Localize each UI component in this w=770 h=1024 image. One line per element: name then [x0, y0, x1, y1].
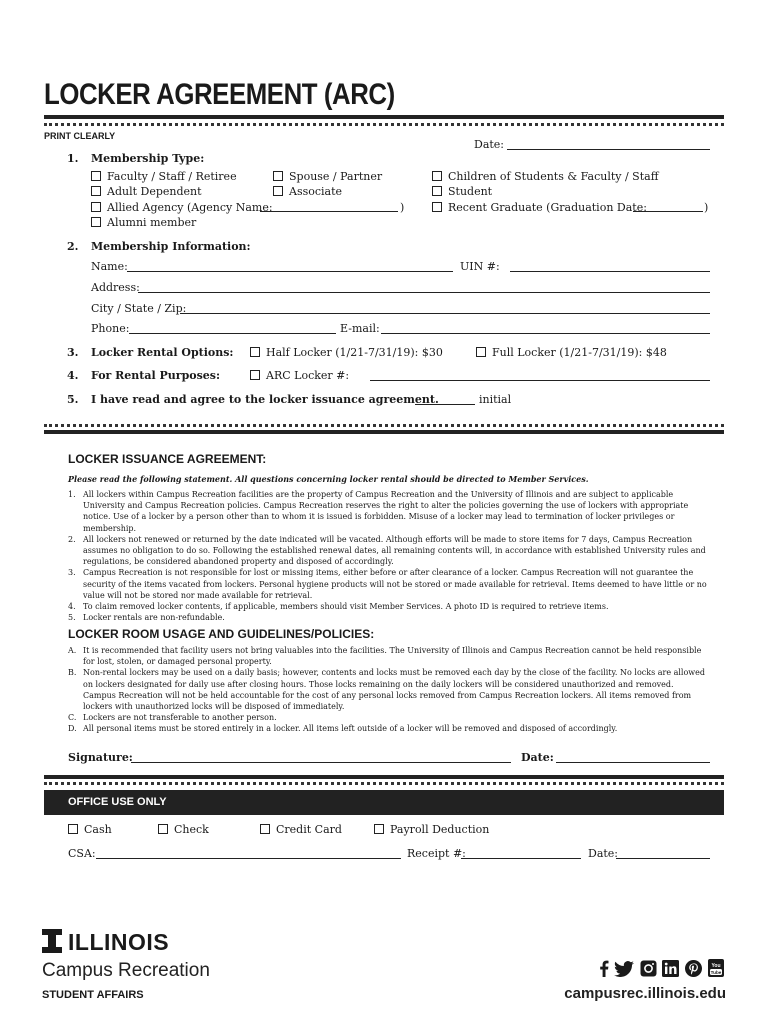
guidelines-list — [68, 645, 708, 735]
dotted-divider — [44, 123, 724, 126]
checkbox[interactable] — [68, 824, 78, 834]
initial-label: initial — [479, 393, 512, 406]
close-paren: ) — [400, 201, 405, 214]
checkbox[interactable] — [250, 347, 260, 357]
checkbox[interactable] — [476, 347, 486, 357]
uin-field[interactable] — [510, 271, 710, 272]
signature-date-label: Date: — [521, 751, 554, 764]
print-clearly-note: PRINT CLEARLY — [44, 131, 116, 141]
list-item: C. Lockers are not transferable to another person. — [68, 713, 277, 723]
address-field[interactable] — [138, 292, 710, 293]
list-item: 3. Campus Recreation is not responsible for lost or missing items, either before or after clearance of a locker. Campus Recreation will not guarantee the security of the items vacated from lockers. Personal hygiene products will not be stored or made available for retrieval. Items deemed to have little or no value will not be stored nor made available for retrieval. — [68, 568, 707, 600]
name-field[interactable] — [127, 271, 453, 272]
graduation-date-field[interactable] — [633, 211, 703, 212]
option-student[interactable]: Student — [432, 185, 492, 198]
twitter-icon[interactable] — [614, 961, 634, 981]
option-spouse[interactable]: Spouse / Partner — [273, 170, 382, 183]
date-field[interactable] — [507, 149, 710, 150]
dotted-divider — [44, 424, 724, 427]
block-i-icon — [42, 929, 62, 953]
signature-label: Signature: — [68, 751, 133, 764]
option-associate[interactable]: Associate — [273, 185, 342, 198]
checkbox[interactable] — [273, 171, 283, 181]
section-rule — [44, 430, 724, 434]
page-title: LOCKER AGREEMENT (ARC) — [44, 78, 395, 111]
section-number: 5. — [67, 393, 79, 406]
arc-locker-number-field[interactable] — [370, 380, 710, 381]
city-state-zip-field[interactable] — [180, 313, 710, 314]
checkbox[interactable] — [432, 202, 442, 212]
list-item: 2. All lockers not renewed or returned by the date indicated will be vacated. Although efforts will be made to store items for 7 days, Campus Recreation assumes no obligation to do so. Following the established renewal dates, all remaining contents will, in accordance with established University rules and regulations, be considered abandoned property and disposed of accordingly. — [68, 534, 706, 567]
svg-text:Tube: Tube — [710, 969, 722, 975]
rental-options-heading: Locker Rental Options: — [91, 346, 234, 359]
linkedin-icon[interactable] — [662, 960, 679, 981]
close-paren: ) — [704, 201, 709, 214]
section-rule — [44, 775, 724, 779]
facebook-icon[interactable] — [599, 960, 609, 981]
student-affairs-label: STUDENT AFFAIRS — [42, 989, 144, 1001]
agreement-statement: I have read and agree to the locker issuance agreement. — [91, 393, 439, 406]
checkbox[interactable] — [91, 202, 101, 212]
issuance-list — [68, 489, 708, 623]
checkbox[interactable] — [250, 370, 260, 380]
instagram-icon[interactable] — [640, 960, 657, 981]
email-field[interactable] — [381, 333, 710, 334]
name-label: Name: — [91, 260, 128, 273]
list-item: 1. All lockers within Campus Recreation facilities are the property of Campus Recreation and the University of Illinois and are subject to applicable University and Campus Recreation policies. Campus Recreation reserves the right to alter the policies governing the use of lockers with appropriate notice. Use of a locker by a person other than to whom it is issued is forbidden. Misuse of a locker may lead to termination of locker privileges or membership. — [68, 490, 689, 533]
list-item: A. It is recommended that facility users not bring valuables into the facilities. The University of Illinois and Campus Recreation cannot be held responsible for lost, stolen, or damaged personal property. — [68, 646, 702, 667]
option-adult-dependent[interactable]: Adult Dependent — [91, 185, 202, 198]
checkbox[interactable] — [374, 824, 384, 834]
csa-field[interactable] — [96, 858, 401, 859]
payment-cash[interactable]: Cash — [68, 823, 112, 836]
pinterest-icon[interactable] — [685, 960, 702, 981]
list-item: D. All personal items must be stored entirely in a locker. All items left outside of a locker will be removed and disposed of accordingly. — [68, 724, 618, 734]
uin-label: UIN #: — [460, 260, 500, 273]
receipt-field[interactable] — [461, 858, 581, 859]
date-label: Date: — [474, 138, 505, 151]
issuance-heading: LOCKER ISSUANCE AGREEMENT: — [68, 452, 267, 466]
phone-label: Phone: — [91, 322, 130, 335]
checkbox[interactable] — [91, 217, 101, 227]
section-number: 2. — [67, 240, 79, 253]
rental-purposes-heading: For Rental Purposes: — [91, 369, 221, 382]
signature-field[interactable] — [131, 762, 511, 763]
agency-name-field[interactable] — [260, 211, 398, 212]
email-label: E-mail: — [340, 322, 380, 335]
guidelines-heading: LOCKER ROOM USAGE AND GUIDELINES/POLICIES: — [68, 627, 375, 641]
office-use-bar — [44, 790, 724, 815]
arc-locker-option[interactable]: ARC Locker #: — [250, 369, 349, 382]
city-label: City / State / Zip: — [91, 302, 187, 315]
signature-date-field[interactable] — [556, 762, 710, 763]
address-label: Address: — [91, 281, 140, 294]
checkbox[interactable] — [273, 186, 283, 196]
half-locker-option[interactable]: Half Locker (1/21-7/31/19): $30 — [250, 346, 443, 359]
checkbox[interactable] — [91, 171, 101, 181]
checkbox[interactable] — [260, 824, 270, 834]
option-alumni[interactable]: Alumni member — [91, 216, 196, 229]
phone-field[interactable] — [129, 333, 336, 334]
checkbox[interactable] — [432, 186, 442, 196]
option-recent-graduate[interactable]: Recent Graduate (Graduation Date: — [432, 201, 647, 214]
option-children[interactable]: Children of Students & Faculty / Staff — [432, 170, 659, 183]
section-number: 4. — [67, 369, 79, 382]
website-link[interactable]: campusrec.illinois.edu — [564, 985, 726, 1002]
svg-text:You: You — [711, 963, 721, 969]
illinois-logo — [42, 929, 62, 957]
issuance-intro: Please read the following statement. All questions concerning locker rental should be directed to Member Services. — [68, 474, 589, 484]
receipt-label: Receipt #: — [407, 847, 466, 860]
membership-type-heading: Membership Type: — [91, 152, 205, 165]
full-locker-option[interactable]: Full Locker (1/21-7/31/19): $48 — [476, 346, 667, 359]
initial-field[interactable] — [415, 404, 475, 405]
section-number: 3. — [67, 346, 79, 359]
payment-payroll[interactable]: Payroll Deduction — [374, 823, 489, 836]
brand-name: ILLINOIS — [68, 929, 170, 955]
section-number: 1. — [67, 152, 79, 165]
checkbox[interactable] — [91, 186, 101, 196]
membership-info-heading: Membership Information: — [91, 240, 251, 253]
list-item: 4. To claim removed locker contents, if applicable, members should visit Member Services. A photo ID is required to retrieve items. — [68, 602, 609, 612]
office-date-field[interactable] — [616, 858, 710, 859]
youtube-icon[interactable] — [708, 959, 724, 981]
payment-credit-card[interactable]: Credit Card — [260, 823, 342, 836]
option-faculty[interactable]: Faculty / Staff / Retiree — [91, 170, 237, 183]
list-item: 5. Locker rentals are non-refundable. — [68, 613, 225, 623]
option-allied-agency[interactable]: Allied Agency (Agency Name: — [91, 201, 273, 214]
office-use-heading: OFFICE USE ONLY — [68, 796, 167, 808]
list-item: B. Non-rental lockers may be used on a daily basis; however, contents and locks must be removed each day by the close of the facility. No locks are allowed on lockers designated for daily use after closing hours. Those locks remaining on the daily lockers will be considered unauthorized and removed. Campus Recreation will not be held accountable for the cost of any personal locks removed from Campus Recreation lockers. All items removed from lockers with unauthorized locks will be disposed of immediately. — [68, 668, 706, 712]
dotted-divider — [44, 782, 724, 785]
office-date-label: Date: — [588, 847, 619, 860]
csa-label: CSA: — [68, 847, 96, 860]
title-rule — [44, 115, 724, 119]
department-name: Campus Recreation — [42, 960, 210, 981]
checkbox[interactable] — [158, 824, 168, 834]
payment-check[interactable]: Check — [158, 823, 209, 836]
checkbox[interactable] — [432, 171, 442, 181]
